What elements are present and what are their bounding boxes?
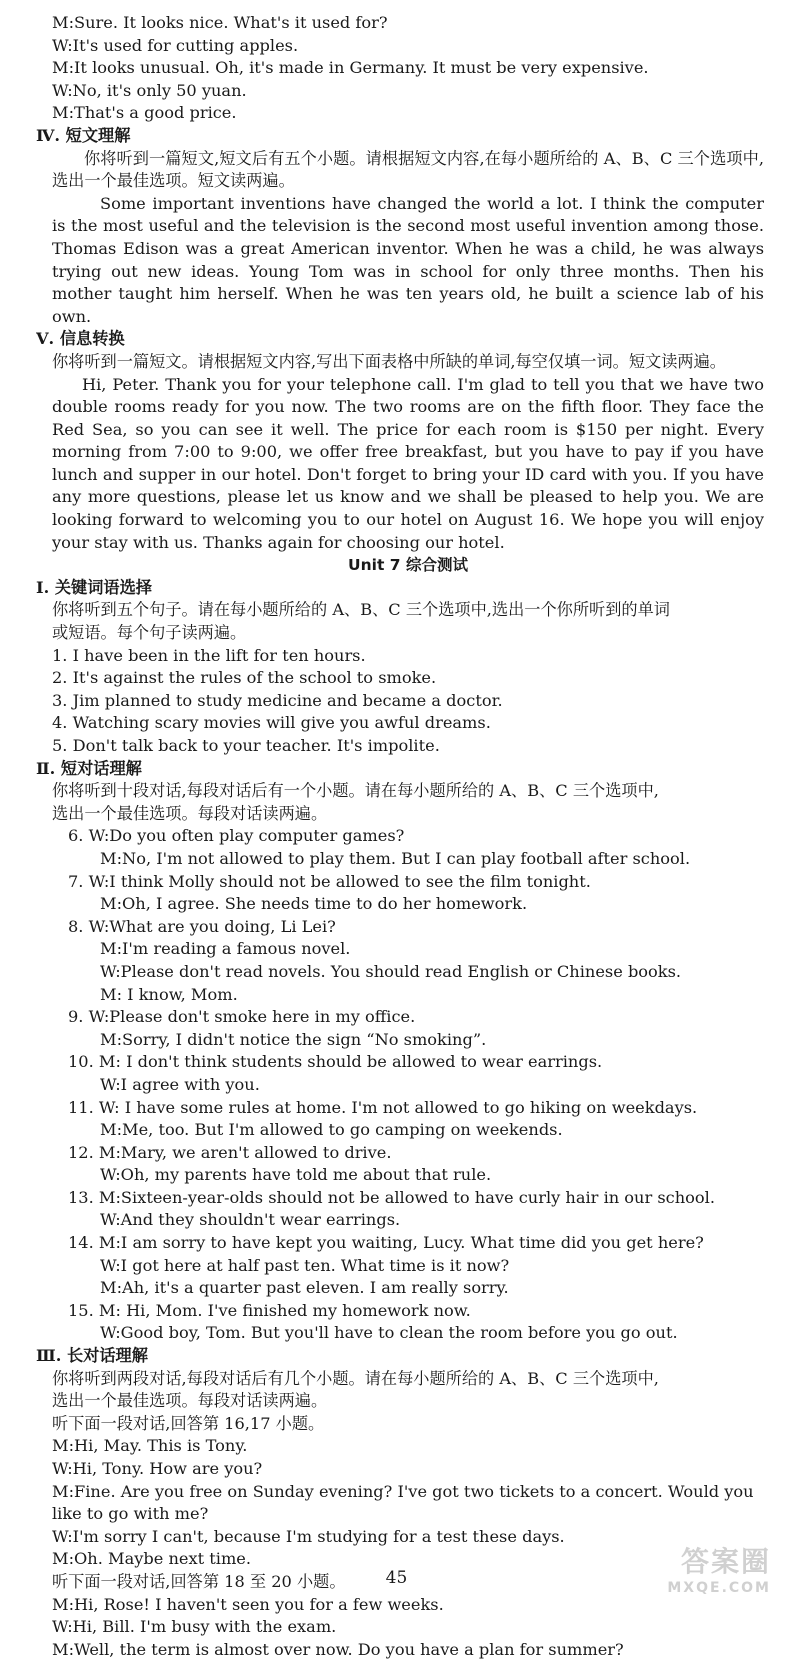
section-heading-v: Ⅴ. 信息转换: [36, 329, 125, 349]
sentence-item: 1. I have been in the lift for ten hours.: [52, 645, 366, 665]
dialogue-line: W:No, it's only 50 yuan.: [52, 80, 247, 100]
u3-instructions-line-1: 你将听到两段对话,每段对话后有几个小题。请在每小题所给的 A、B、C 三个选项中,: [52, 1368, 659, 1388]
dialogue-line: 听下面一段对话,回答第 18 至 20 小题。: [52, 1571, 346, 1591]
dialogue-line: W:Please don't read novels. You should read English or Chinese books.: [100, 961, 682, 981]
u1-sentence-list: [52, 645, 764, 758]
dialogue-tail: [52, 12, 764, 125]
section-heading-u3: Ⅲ. 长对话理解: [36, 1346, 148, 1366]
sentence-item: 4. Watching scary movies will give you awful dreams.: [52, 713, 491, 733]
listening-passage-v: Hi, Peter. Thank you for your telephone call. I'm glad to tell you that we have two double rooms ready for you now. The two rooms are on the fifth floor. They face the Red Sea, so you can see it well. The price for each room is $150 per night. Every morning from 7:00 to 9:00, we offer free breakfast, but you have to pay if you have lunch and supper in our hotel. Don't forget to bring your ID card with you. If you have any more questions, please let us know and we shall be pleased to help you. We are looking forward to welcoming you to our hotel on August 16. We hope you will enjoy your stay with us. Thanks again for choosing our hotel.: [52, 374, 764, 552]
dialogue-line: W:Hi, Tony. How are you?: [52, 1459, 263, 1478]
dialogue-line: 14. M:I am sorry to have kept you waiting, Lucy. What time did you get here?: [68, 1233, 704, 1253]
dialogue-line: W:I'm sorry I can't, because I'm studying for a test these days.: [52, 1526, 565, 1546]
dialogue-line: like to go with me?: [52, 1504, 209, 1524]
dialogue-line: W:It's used for cutting apples.: [52, 35, 299, 55]
sentence-item: 5. Don't talk back to your teacher. It's impolite.: [52, 736, 440, 755]
dialogue-line: 12. M:Mary, we aren't allowed to drive.: [68, 1142, 392, 1162]
dialogue-line: M:Sure. It looks nice. What's it used for?: [52, 13, 388, 32]
unit-title: Unit 7 综合测试: [348, 556, 468, 575]
dialogue-line: 6. W:Do you often play computer games?: [68, 826, 405, 846]
watermark-logo: [667, 1540, 771, 1596]
dialogue-line: M:Sorry, I didn't notice the sign “No smoking”.: [100, 1029, 487, 1049]
dialogue-line: 10. M: I don't think students should be allowed to wear earrings.: [68, 1052, 603, 1072]
dialogue-line: M:Ah, it's a quarter past eleven. I am really sorry.: [100, 1278, 509, 1298]
dialogue-line: 7. W:I think Molly should not be allowed to see the film tonight.: [68, 871, 591, 891]
u3-dialogue-list: [52, 1413, 764, 1661]
u1-instructions-line-2: 或短语。每个句子读两遍。: [52, 623, 247, 643]
u2-dialogue-list: [52, 825, 764, 1345]
dialogue-line: M:I'm reading a famous novel.: [100, 939, 351, 959]
dialogue-line: M:Oh, I agree. She needs time to do her homework.: [100, 894, 528, 914]
dialogue-line: 8. W:What are you doing, Li Lei?: [68, 916, 336, 936]
dialogue-line: W:Good boy, Tom. But you'll have to clean the room before you go out.: [100, 1323, 678, 1343]
sentence-item: 2. It's against the rules of the school to smoke.: [52, 668, 437, 688]
dialogue-line: 9. W:Please don't smoke here in my office.: [68, 1007, 416, 1027]
dialogue-line: W:Oh, my parents have told me about that rule.: [100, 1165, 492, 1185]
dialogue-line: M:Fine. Are you free on Sunday evening? I've got two tickets to a concert. Would you: [52, 1481, 754, 1501]
dialogue-line: M:It looks unusual. Oh, it's made in Germany. It must be very expensive.: [52, 58, 649, 78]
dialogue-line: 11. W: I have some rules at home. I'm not allowed to go hiking on weekdays.: [68, 1097, 698, 1117]
section-heading-iv: Ⅳ. 短文理解: [36, 125, 131, 145]
dialogue-line: W:I got here at half past ten. What time is it now?: [100, 1255, 510, 1275]
sentence-item: 3. Jim planned to study medicine and became a doctor.: [52, 690, 503, 710]
dialogue-line: M:Me, too. But I'm allowed to go camping on weekends.: [100, 1120, 563, 1140]
listening-passage-iv: Some important inventions have changed the world a lot. I think the computer is the most useful and the television is the second most useful invention among those. Thomas Edison was a great American inventor. When he was a child, he was always trying out new ideas. Young Tom was in school for only three months. Then his mother taught him herself. When he was ten years old, he built a science lab of his own.: [52, 193, 764, 326]
section-heading-u2: Ⅱ. 短对话理解: [36, 758, 142, 778]
dialogue-line: M:No, I'm not allowed to play them. But I can play football after school.: [100, 848, 691, 868]
page-number: 45: [385, 1568, 408, 1588]
dialogue-line: W:I agree with you.: [100, 1074, 260, 1094]
dialogue-line: M:Hi, May. This is Tony.: [52, 1436, 248, 1456]
watermark-text: 答案圈: [680, 1545, 771, 1578]
u2-instructions-line-1: 你将听到十段对话,每段对话后有一个小题。请在每小题所给的 A、B、C 三个选项中,: [52, 781, 659, 801]
dialogue-line: M:That's a good price.: [52, 103, 237, 123]
u1-instructions-line-1: 你将听到五个句子。请在每小题所给的 A、B、C 三个选项中,选出一个你所听到的单词: [52, 600, 670, 620]
section-heading-u1: Ⅰ. 关键词语选择: [36, 577, 152, 597]
dialogue-line: W:Hi, Bill. I'm busy with the exam.: [52, 1617, 337, 1637]
dialogue-line: M:Oh. Maybe next time.: [52, 1549, 252, 1569]
u3-instructions-line-2: 选出一个最佳选项。每段对话读两遍。: [52, 1391, 328, 1411]
dialogue-line: 15. M: Hi, Mom. I've finished my homework now.: [68, 1300, 471, 1320]
u2-instructions-line-2: 选出一个最佳选项。每段对话读两遍。: [52, 803, 328, 823]
watermark-url: MXQE.COM: [667, 1580, 771, 1596]
page-content: [36, 12, 764, 1661]
dialogue-line: W:And they shouldn't wear earrings.: [100, 1210, 401, 1230]
dialogue-line: 听下面一段对话,回答第 16,17 小题。: [52, 1413, 325, 1433]
dialogue-line: M: I know, Mom.: [100, 984, 238, 1004]
dialogue-line: M:Hi, Rose! I haven't seen you for a few weeks.: [52, 1594, 444, 1614]
section-instructions-iv: 你将听到一篇短文,短文后有五个小题。请根据短文内容,在每小题所给的 A、B、C 三个选项中,选出一个最佳选项。短文读两遍。: [52, 148, 764, 191]
section-instructions-v: 你将听到一篇短文。请根据短文内容,写出下面表格中所缺的单词,每空仅填一词。短文读两遍。: [52, 351, 726, 371]
dialogue-line: 13. M:Sixteen-year-olds should not be allowed to have curly hair in our school.: [68, 1187, 715, 1207]
dialogue-line: M:Well, the term is almost over now. Do you have a plan for summer?: [52, 1639, 624, 1659]
